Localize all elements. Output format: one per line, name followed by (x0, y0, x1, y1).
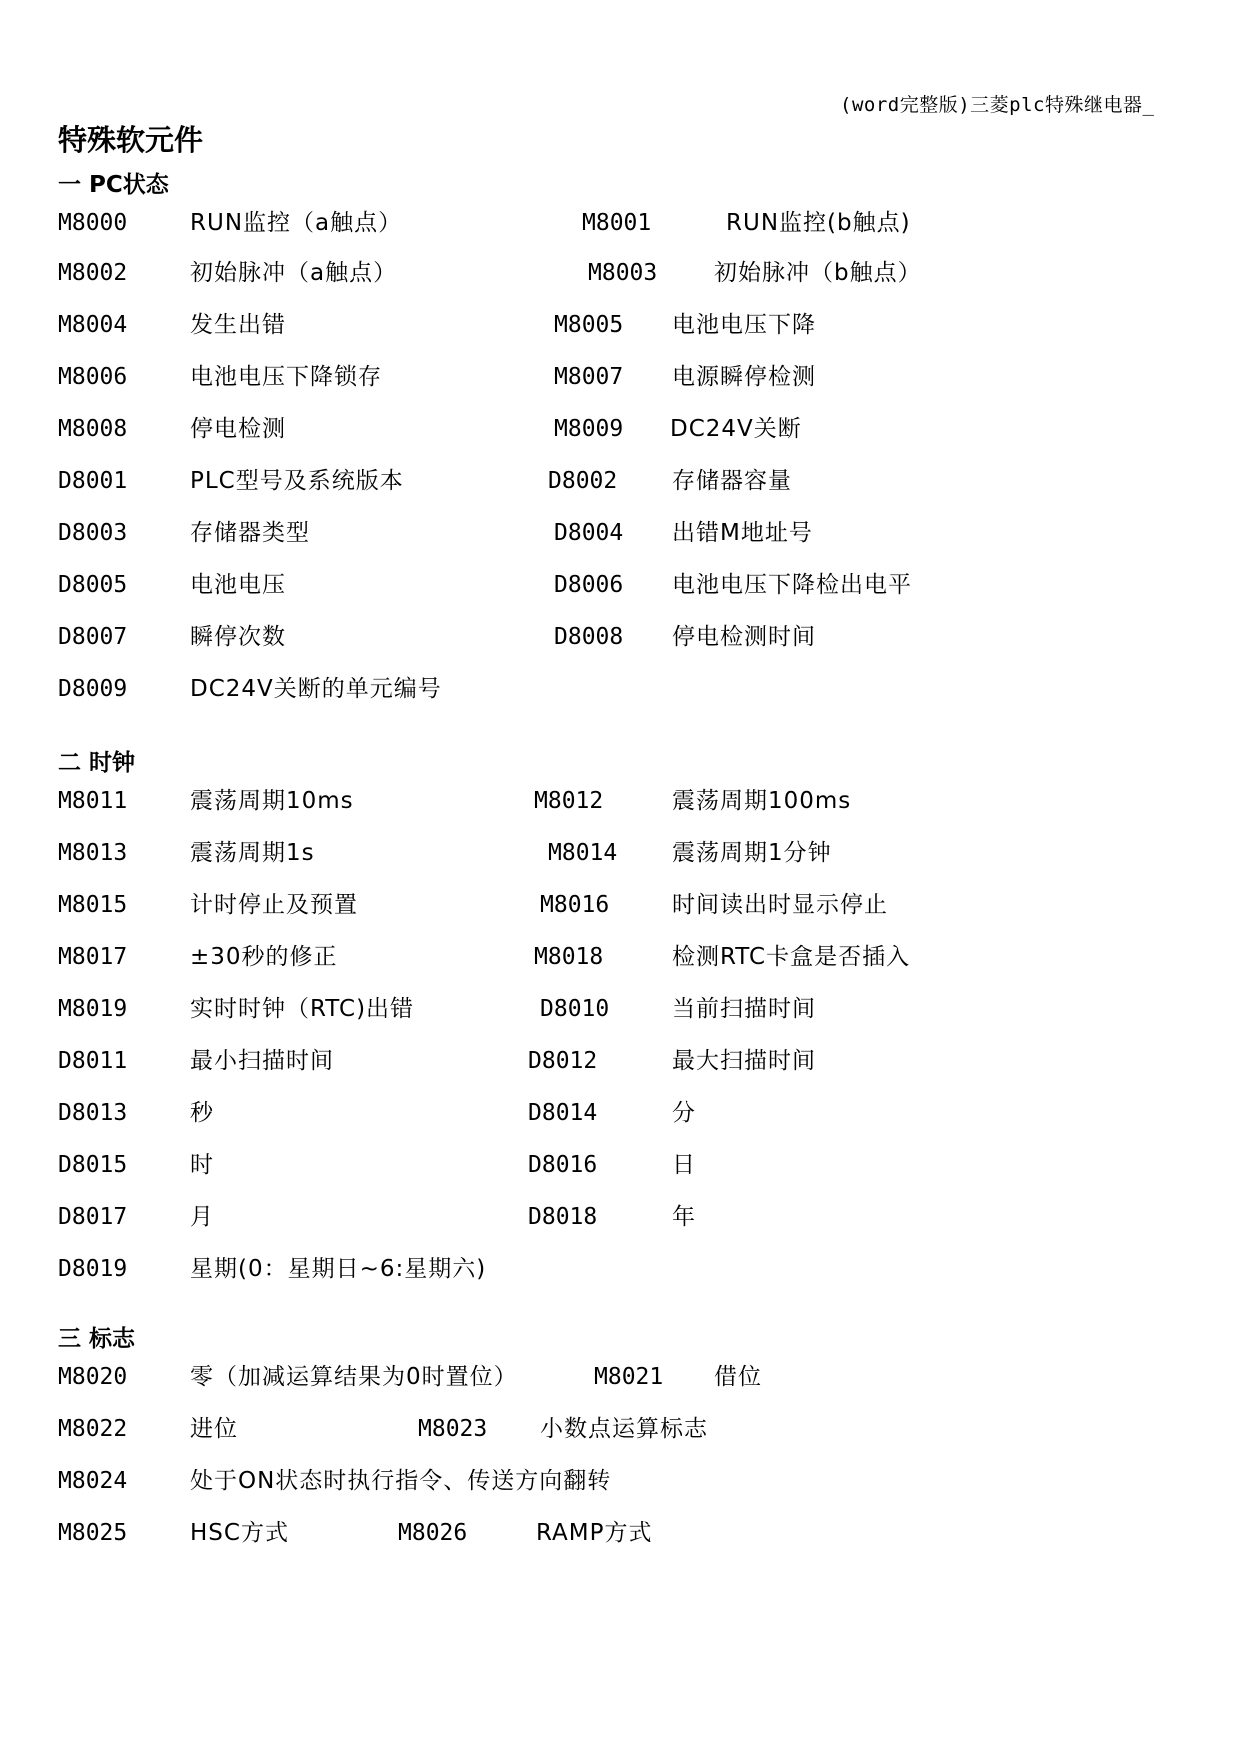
device-code: D8002 (548, 468, 618, 494)
device-description: 年 (672, 1204, 696, 1230)
device-description: 实时时钟（RTC)出错 (190, 996, 415, 1022)
section-heading-flags: 三 标志 (58, 1326, 136, 1352)
device-description: 借位 (714, 1364, 762, 1390)
device-code: M8020 (58, 1364, 128, 1390)
device-description: 时间读出时显示停止 (672, 892, 888, 918)
table-row (0, 466, 1241, 496)
device-code: M8015 (58, 892, 128, 918)
device-code: M8016 (540, 892, 610, 918)
device-description: 停电检测时间 (672, 624, 816, 650)
device-description: 月 (190, 1204, 214, 1230)
table-row (0, 1362, 1241, 1392)
table-row (0, 838, 1241, 868)
table-row (0, 310, 1241, 340)
table-row (0, 570, 1241, 600)
table-row (0, 942, 1241, 972)
device-description: 停电检测 (190, 416, 286, 442)
device-description: 进位 (190, 1416, 238, 1442)
table-row (0, 258, 1241, 288)
device-description: 震荡周期100ms (672, 788, 852, 814)
device-description: 处于ON状态时执行指令、传送方向翻转 (190, 1468, 612, 1494)
device-code: M8013 (58, 840, 128, 866)
device-description: 最大扫描时间 (672, 1048, 816, 1074)
device-code: M8024 (58, 1468, 128, 1494)
device-code: M8001 (582, 210, 652, 236)
table-row (0, 1150, 1241, 1180)
device-description: 电源瞬停检测 (672, 364, 816, 390)
device-code: D8005 (58, 572, 128, 598)
device-code: M8011 (58, 788, 128, 814)
device-description: 零（加减运算结果为0时置位） (190, 1364, 518, 1390)
device-code: D8006 (554, 572, 624, 598)
device-description: 发生出错 (190, 312, 286, 338)
document-title: 特殊软元件 (58, 123, 204, 157)
device-description: HSC方式 (190, 1520, 289, 1546)
device-description: 日 (672, 1152, 696, 1178)
device-description: PLC型号及系统版本 (190, 468, 404, 494)
device-description: 星期(0：星期日~6:星期六) (190, 1256, 487, 1282)
table-row (0, 1254, 1241, 1284)
device-description: 小数点运算标志 (540, 1416, 708, 1442)
device-code: M8012 (534, 788, 604, 814)
device-code: M8019 (58, 996, 128, 1022)
device-code: D8012 (528, 1048, 598, 1074)
device-description: 分 (672, 1100, 696, 1126)
table-row (0, 414, 1241, 444)
table-row (0, 208, 1241, 238)
table-row (0, 890, 1241, 920)
device-code: D8007 (58, 624, 128, 650)
device-description: 检测RTC卡盒是否插入 (672, 944, 911, 970)
table-row (0, 786, 1241, 816)
section-heading-clock: 二 时钟 (58, 750, 136, 776)
device-description: 电池电压下降 (672, 312, 816, 338)
device-description: 存储器类型 (190, 520, 310, 546)
device-code: D8008 (554, 624, 624, 650)
device-description: RAMP方式 (536, 1520, 653, 1546)
device-code: M8006 (58, 364, 128, 390)
device-code: M8018 (534, 944, 604, 970)
device-code: M8017 (58, 944, 128, 970)
device-description: 电池电压 (190, 572, 286, 598)
device-description: ±30秒的修正 (190, 944, 338, 970)
device-description: 最小扫描时间 (190, 1048, 334, 1074)
header-note: (word完整版)三菱plc特殊继电器_ (840, 94, 1155, 116)
device-code: M8004 (58, 312, 128, 338)
device-description: 震荡周期1s (190, 840, 315, 866)
device-code: M8002 (58, 260, 128, 286)
table-row (0, 1098, 1241, 1128)
device-code: D8009 (58, 676, 128, 702)
device-code: M8003 (588, 260, 658, 286)
device-code: M8008 (58, 416, 128, 442)
device-description: 电池电压下降检出电平 (672, 572, 912, 598)
table-row (0, 622, 1241, 652)
device-description: DC24V关断的单元编号 (190, 676, 442, 702)
table-row (0, 1046, 1241, 1076)
device-code: D8015 (58, 1152, 128, 1178)
device-code: M8014 (548, 840, 618, 866)
device-description: 存储器容量 (672, 468, 792, 494)
table-row (0, 1518, 1241, 1548)
table-row (0, 1414, 1241, 1444)
device-description: RUN监控（a触点） (190, 210, 403, 236)
device-code: D8018 (528, 1204, 598, 1230)
device-description: 瞬停次数 (190, 624, 286, 650)
table-row (0, 994, 1241, 1024)
device-code: D8011 (58, 1048, 128, 1074)
device-code: D8017 (58, 1204, 128, 1230)
table-row (0, 674, 1241, 704)
table-row (0, 362, 1241, 392)
device-code: D8013 (58, 1100, 128, 1126)
device-code: D8019 (58, 1256, 128, 1282)
device-description: 初始脉冲（a触点） (190, 260, 398, 286)
device-code: D8016 (528, 1152, 598, 1178)
device-code: D8014 (528, 1100, 598, 1126)
device-description: DC24V关断 (670, 416, 802, 442)
device-description: 初始脉冲（b触点） (714, 260, 922, 286)
device-code: M8009 (554, 416, 624, 442)
table-row (0, 1466, 1241, 1496)
device-code: M8026 (398, 1520, 468, 1546)
device-description: 当前扫描时间 (672, 996, 816, 1022)
device-description: 电池电压下降锁存 (190, 364, 382, 390)
device-code: M8005 (554, 312, 624, 338)
device-code: M8025 (58, 1520, 128, 1546)
device-description: 出错M地址号 (672, 520, 813, 546)
device-description: 计时停止及预置 (190, 892, 358, 918)
device-description: 时 (190, 1152, 214, 1178)
device-description: 震荡周期10ms (190, 788, 354, 814)
device-description: 震荡周期1分钟 (672, 840, 832, 866)
device-code: M8022 (58, 1416, 128, 1442)
section-heading-pc-status: 一 PC状态 (58, 172, 169, 198)
device-description: RUN监控(b触点) (726, 210, 911, 236)
device-description: 秒 (190, 1100, 214, 1126)
device-code: M8021 (594, 1364, 664, 1390)
table-row (0, 518, 1241, 548)
device-code: D8003 (58, 520, 128, 546)
device-code: D8001 (58, 468, 128, 494)
device-code: M8023 (418, 1416, 488, 1442)
table-row (0, 1202, 1241, 1232)
device-code: M8000 (58, 210, 128, 236)
device-code: D8004 (554, 520, 624, 546)
device-code: M8007 (554, 364, 624, 390)
device-code: D8010 (540, 996, 610, 1022)
